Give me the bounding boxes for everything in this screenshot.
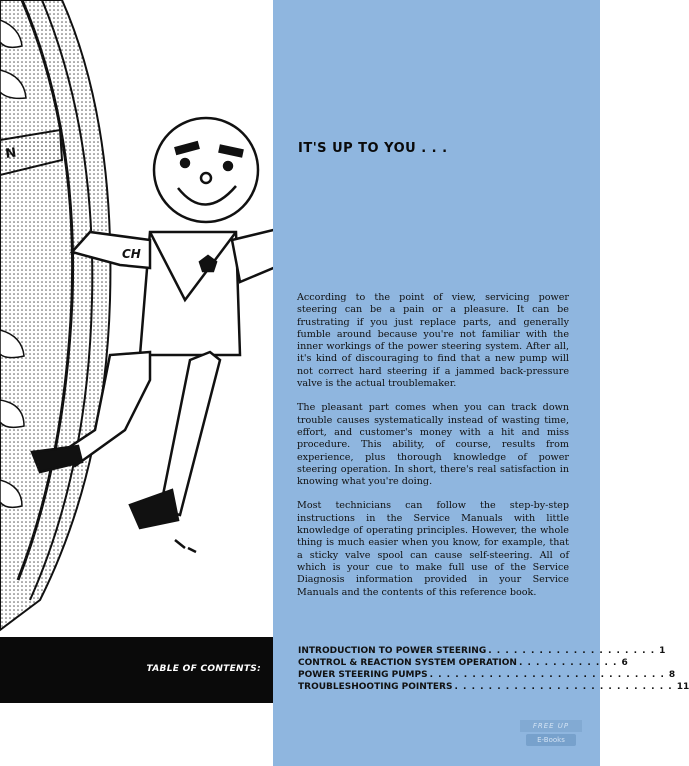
toc-item-title: POWER STEERING PUMPS [298,670,428,680]
toc-item-page: 6 [621,658,628,668]
body-text [297,292,569,611]
paragraph-2: The pleasant part comes when you can track down trouble causes systematically instead of wasting time, effort, and customer's money with a hit and miss procedure. This ability, of course, results from experience, plus thorough knowledge of power steering operation. In short, there's real satisfaction in knowing what you're doing. [297,402,569,488]
toc-item[interactable] [298,670,676,682]
steering-wheel [0,0,110,630]
toc-leader-dots: . . . . . . . . . . . . [518,658,618,668]
paragraph-1: According to the point of view, servicing power steering can be a pain or a pleasure. It can be frustrating if you just replace parts, and generally fumble around because you're not familiar with the inner workings of the power steering system. After all, it's kind of discouraging to find that a new pump will not correct hard steering if a jammed back-pressure valve is the actual troublemaker. [297,292,569,390]
mascot-steering-wheel-illustration [0,0,273,630]
watermark-line-2: E-Books [526,734,576,746]
toc-item-title: TROUBLESHOOTING POINTERS [298,682,453,692]
watermark-logo [520,720,582,748]
toc-item[interactable] [298,646,666,658]
toc-leader-dots: . . . . . . . . . . . . . . . . . . . . . . . . . . [454,682,673,692]
toc-item-page: 11 [676,682,689,692]
mascot-badge-text: CH [122,247,141,261]
toc-band [0,637,273,703]
toc-item-page: 1 [659,646,666,656]
page-heading: IT'S UP TO YOU . . . [298,141,448,156]
toc-item-title: CONTROL & REACTION SYSTEM OPERATION [298,658,517,668]
toc-item[interactable] [298,682,689,694]
table-of-contents [298,646,689,694]
toc-item[interactable] [298,658,628,670]
toc-leader-dots: . . . . . . . . . . . . . . . . . . . . [488,646,656,656]
toc-leader-dots: . . . . . . . . . . . . . . . . . . . . . . . . . . . . [429,670,665,680]
paragraph-3: Most technicians can follow the step-by-step instructions in the Service Manuals with little knowledge of operating principles. However, the whole thing is much easier when you know, for example, that a sticky valve spool can cause self-steering. All of which is your cue to make full use of the Service Diagnosis information provided in your Service Manuals and the contents of this reference book. [297,500,569,598]
toc-item-title: INTRODUCTION TO POWER STEERING [298,646,487,656]
toc-label: TABLE OF CONTENTS: [146,664,261,674]
toc-item-page: 8 [668,670,676,680]
watermark-line-1: FREE UP [520,720,582,732]
svg-text:N: N [4,145,18,162]
